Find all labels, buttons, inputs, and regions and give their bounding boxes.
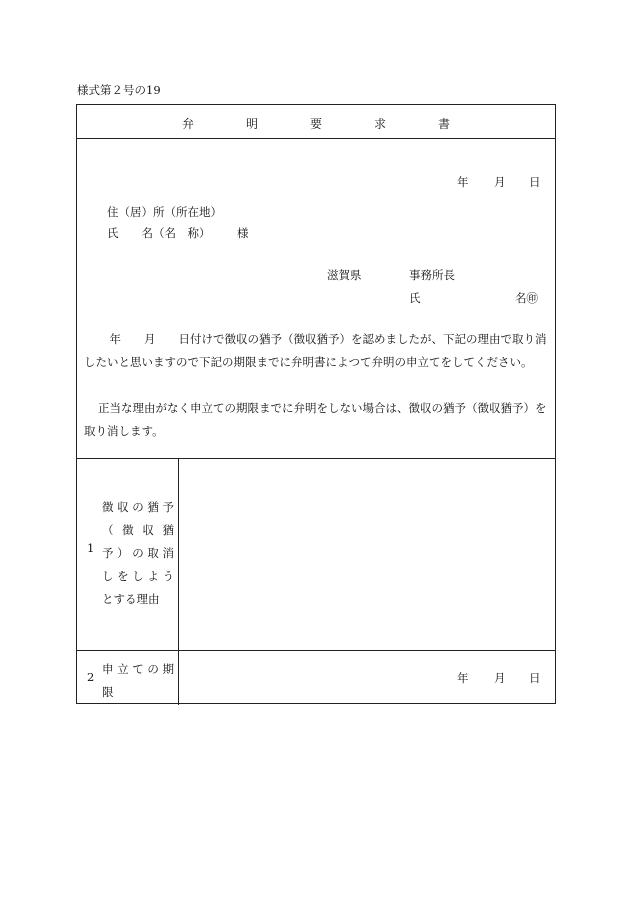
- label-column-divider: [178, 458, 179, 705]
- issuer-office-head: 事務所長: [409, 268, 455, 282]
- row1-number: 1: [87, 541, 95, 555]
- row1-label-line: 徴収の猶予: [102, 500, 174, 514]
- deadline-year: 年: [457, 671, 469, 685]
- issuer-name-label: 氏: [409, 291, 421, 305]
- form-title: 弁 明 要 求 書: [181, 117, 470, 131]
- issuer-seal: 名㊞: [515, 291, 538, 305]
- honorific: 様: [237, 226, 249, 240]
- form-number: 様式第２号の19: [77, 83, 161, 97]
- row1-top-border: [77, 458, 555, 459]
- body-paragraph-2: 正当な理由がなく申立ての期限までに弁明をしない場合は、徴収の猶予（徴収猶予）を取り消します。: [84, 401, 547, 438]
- deadline-month: 月: [494, 671, 506, 685]
- body-paragraph-1: 年 月 日付けで徴収の猶予（徴収猶予）を認めましたが、下記の理由で取り消したいと思いますので下記の期限までに弁明書によつて弁明の申立てをしてください。: [84, 332, 547, 369]
- row1-label-line: しをしよう: [102, 569, 174, 583]
- row2-label: [102, 658, 174, 704]
- date-year: 年: [457, 175, 469, 189]
- title-divider: [77, 138, 555, 139]
- row2-label-line: 限: [102, 685, 114, 699]
- deadline-day: 日: [529, 671, 541, 685]
- date-day: 日: [529, 175, 541, 189]
- address-label: 住（居）所（所在地）: [107, 205, 222, 219]
- row1-value-cell: [181, 461, 551, 651]
- row2-top-border: [77, 650, 555, 651]
- row2-label-line: 申立ての期: [102, 662, 174, 676]
- row2-number: 2: [87, 670, 95, 684]
- issuer-prefecture: 滋賀県: [327, 268, 362, 282]
- row1-label-line: （徴収猶: [102, 523, 174, 537]
- row1-label-line: とする理由: [102, 592, 160, 606]
- row1-label-line: 予）の取消: [102, 546, 174, 560]
- form-frame: [76, 104, 556, 704]
- row1-label: [102, 496, 174, 611]
- addressee-name-label: 氏 名（名 称）: [107, 226, 211, 240]
- date-month: 月: [494, 175, 506, 189]
